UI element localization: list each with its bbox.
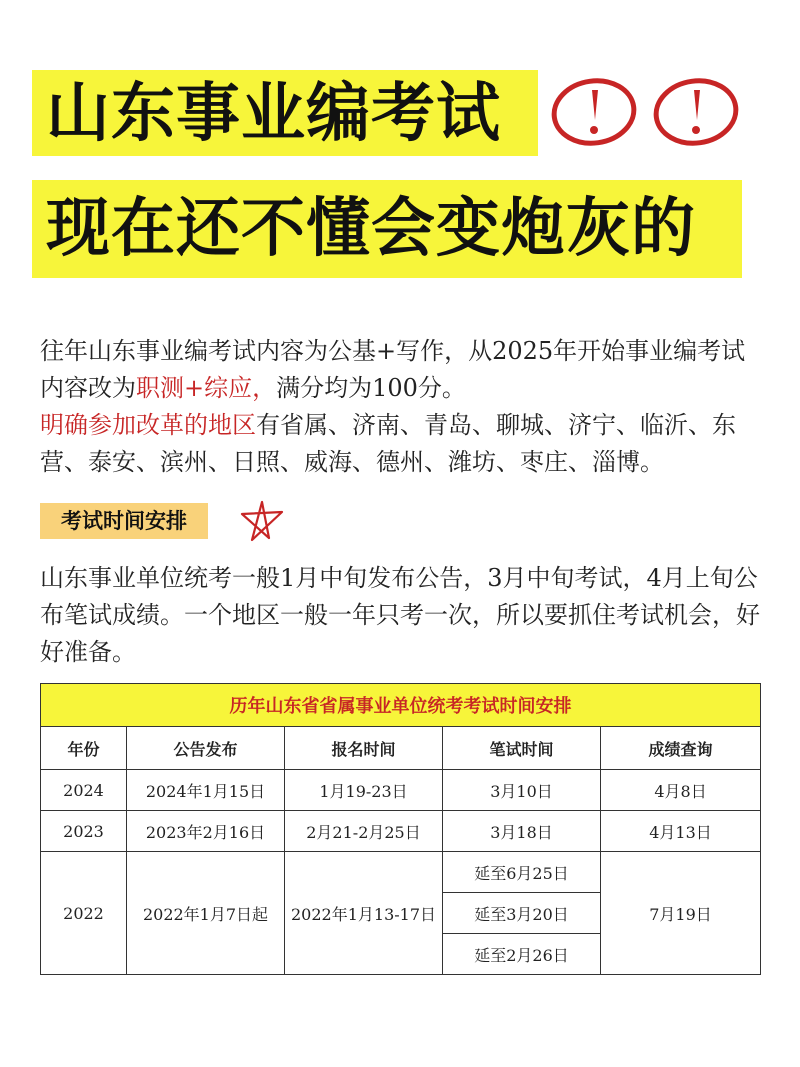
header-announce: 公告发布 [127,727,285,770]
intro-paragraph [40,333,768,481]
table-row [41,770,761,811]
cell-exam: 3月10日 [443,770,601,811]
cell-exam: 3月18日 [443,811,601,852]
star-icon [236,498,288,544]
cell-year: 2023 [41,811,127,852]
table-caption: 历年山东省省属事业单位统考考试时间安排 [41,684,761,727]
header-result: 成绩查询 [601,727,761,770]
schedule-paragraph: 山东事业单位统考一般1月中旬发布公告，3月中旬考试，4月上旬公布笔试成绩。一个地区一般一年只考一次，所以要抓住考试机会，好好准备。 [40,564,760,666]
cell-year: 2024 [41,770,127,811]
exclamation-circle-icon [650,74,742,150]
cell-exam: 延至6月25日 [443,852,601,893]
intro-text-1: 往年山东事业编考试内容为公基+写作，从2025年开始事业编考试内容改为 [40,337,746,402]
intro-text-2: 满分均为100分。 [276,374,466,402]
header-year: 年份 [41,727,127,770]
header-exam: 笔试时间 [443,727,601,770]
header-register: 报名时间 [285,727,443,770]
exclamation-circle-icon [548,74,640,150]
intro-highlight-2: 明确参加改革的地区 [40,411,256,439]
cell-announce: 2022年1月7日起 [127,852,285,975]
cell-announce: 2023年2月16日 [127,811,285,852]
cell-register: 2月21-2月25日 [285,811,443,852]
title-line-1 [32,70,538,156]
cell-exam: 延至2月26日 [443,934,601,975]
cell-register: 2022年1月13-17日 [285,852,443,975]
cell-announce: 2024年1月15日 [127,770,285,811]
cell-register: 1月19-23日 [285,770,443,811]
title-line-2 [32,180,742,278]
exam-schedule-table [40,683,760,975]
cell-result: 7月19日 [601,852,761,975]
intro-highlight-1: 职测+综应， [136,374,277,402]
section-heading-tag: 考试时间安排 [40,503,208,539]
table-row [41,852,761,893]
cell-year: 2022 [41,852,127,975]
title-line-1-text: 山东事业编考试 [46,77,501,151]
intro-text-3: 有省属、济南、青岛、聊城、济宁、临沂、东营、泰安、滨州、日照、威海、德州、潍坊、枣庄、淄博。 [40,411,736,476]
title-line-2-text: 现在还不懂会变炮灰的 [46,192,696,266]
table-row [41,811,761,852]
cell-exam: 延至3月20日 [443,893,601,934]
cell-result: 4月8日 [601,770,761,811]
cell-result: 4月13日 [601,811,761,852]
